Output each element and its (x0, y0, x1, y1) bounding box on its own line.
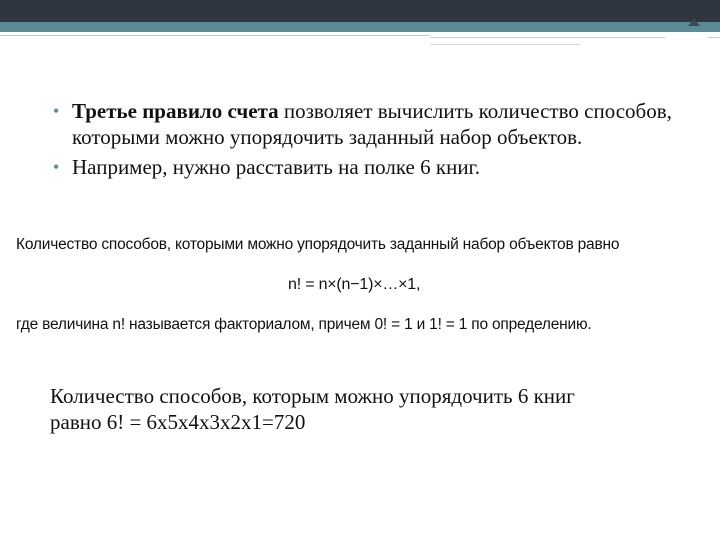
header-divider (430, 37, 665, 38)
header-bar-dark (0, 0, 720, 22)
example-text: Например, нужно расставить на полке 6 книг. (72, 155, 481, 179)
header-divider (430, 44, 580, 45)
header-arrow-icon (688, 18, 700, 26)
result-line: равно 6! = 6х5х4х3х2х1=720 (50, 410, 306, 434)
bullet-list (52, 98, 692, 184)
rule-title: Третье правило счета (72, 99, 279, 123)
bullet-item-example (52, 154, 692, 180)
bullet-icon: • (53, 157, 60, 177)
factorial-formula: n! = n×(n−1)×…×1, (288, 276, 421, 293)
definition-note: где величина n! называется факториалом, причем 0! = 1 и 1! = 1 по определению. (16, 316, 592, 333)
header-divider (708, 37, 720, 38)
result-line: Количество способов, которым можно упорядочить 6 книг (50, 384, 575, 408)
bullet-icon: • (53, 101, 60, 121)
header-divider (0, 35, 430, 36)
bullet-item-rule (52, 98, 692, 150)
definition-line: Количество способов, которыми можно упорядочить заданный набор объектов равно (16, 236, 620, 253)
rule-description: позволяет вычислить количество способов, которыми можно упорядочить заданный набор объектов. (72, 99, 672, 149)
result-text (50, 383, 690, 435)
header-bar-accent (0, 22, 720, 32)
